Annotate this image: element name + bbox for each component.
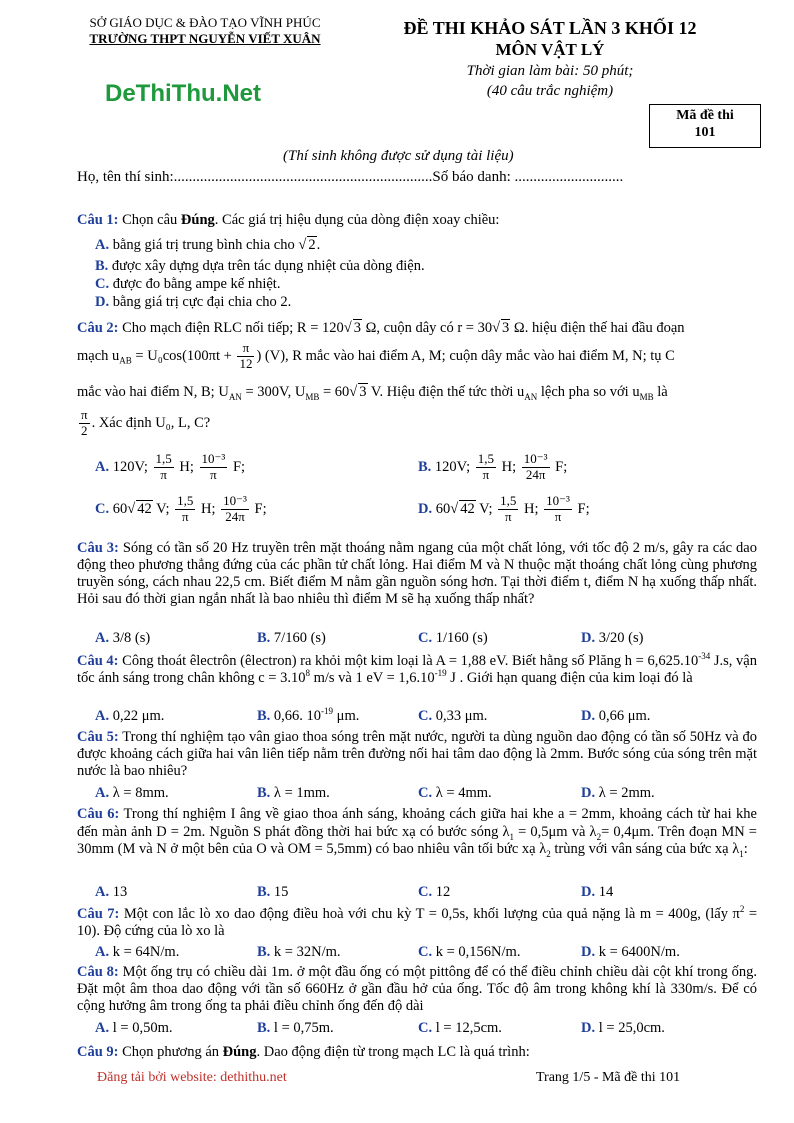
option-text: V; — [475, 500, 497, 517]
question-text: m/s và 1 eV = 1,6.10 — [309, 669, 435, 686]
question-label: Câu 3: — [77, 540, 119, 556]
option-label: C. — [418, 1020, 433, 1036]
q4-option-b — [257, 708, 359, 725]
question-text: = 0,5μm và λ — [513, 823, 597, 840]
question-text: là — [653, 384, 668, 400]
option-text: l = 25,0cm. — [595, 1020, 665, 1036]
option-text: μm. — [333, 708, 360, 724]
fraction-denominator: 24π — [225, 508, 245, 524]
question-text: = 10). Độ cứng của lò xo là — [77, 906, 757, 940]
q1-option-b — [95, 258, 425, 275]
option-label: D. — [581, 884, 596, 900]
fraction-denominator: π — [504, 508, 512, 524]
option-text: k = 64N/m. — [109, 944, 180, 960]
option-label: C. — [418, 708, 433, 724]
question-text: = 300V, U — [241, 384, 306, 400]
option-label: A. — [95, 785, 110, 801]
option-label: B. — [257, 785, 271, 801]
option-text: V; — [152, 500, 174, 517]
subscript: MB — [305, 391, 320, 402]
question-2-line-4 — [77, 408, 757, 439]
option-text: λ = 1mm. — [270, 785, 330, 801]
q4-option-a — [95, 708, 164, 725]
question-5 — [77, 729, 757, 780]
question-text: trùng với vân sáng của bức xạ λ — [550, 841, 740, 858]
fraction-numerator: 1,5 — [500, 493, 517, 508]
subscript: 1 — [739, 849, 744, 860]
question-text: Trong thí nghiệm tạo vân giao thoa sóng trên mặt nước, người ta dùng nguồn dao động có tần số 50Hz và đo được khoảng cách giữa hai vân liên tiếp nằm trên đường nối hai tâm dao động là 2mm. Bước sóng của sóng trên mặt nước là bao nhiêu? — [77, 729, 757, 779]
option-text: 3/20 (s) — [595, 630, 644, 646]
q7-option-a — [95, 944, 179, 961]
q8-option-c — [418, 1020, 502, 1037]
question-7 — [77, 906, 757, 941]
option-text: l = 0,50m. — [109, 1020, 173, 1036]
page-number: Trang 1/5 - Mã đề thi 101 — [536, 1070, 681, 1085]
q2-option-a — [95, 452, 245, 483]
notice: (Thí sinh không được sử dụng tài liệu) — [283, 148, 514, 164]
question-text: Chọn câu — [118, 212, 181, 228]
question-label: Câu 7: — [77, 906, 120, 922]
question-label: Câu 8: — [77, 964, 119, 980]
option-text: H; — [175, 458, 198, 475]
question-1 — [77, 212, 757, 229]
question-emphasis: Đúng — [180, 212, 215, 228]
option-label: D. — [581, 1020, 596, 1036]
option-label: B. — [257, 630, 271, 646]
question-text: V. Hiệu điện thế tức thời u — [367, 384, 525, 400]
subscript: AN — [228, 391, 242, 402]
fraction-numerator: π — [81, 407, 88, 422]
option-text: 0,33 μm. — [432, 708, 488, 724]
fraction — [522, 452, 550, 483]
question-label: Câu 6: — [77, 806, 120, 822]
question-text: Chọn phương án — [118, 1044, 223, 1060]
sqrt-value: 3 — [353, 320, 361, 336]
q7-option-d — [581, 944, 680, 961]
question-text: ) (V), R mắc vào hai điểm A, M; cuộn dây mắc vào hai điểm M, N; tụ C — [256, 347, 675, 364]
option-text: 120V; — [431, 458, 474, 475]
fraction — [200, 452, 228, 483]
exam-code-box — [649, 104, 761, 148]
q5-option-c — [418, 785, 492, 802]
option-label: C. — [418, 785, 433, 801]
option-text: 0,22 μm. — [109, 708, 165, 724]
option-text: H; — [197, 500, 220, 517]
fraction — [544, 494, 572, 525]
superscript: -34 — [698, 651, 711, 662]
option-label: C. — [418, 884, 433, 900]
option-text: 3/8 (s) — [109, 630, 151, 646]
question-text: Ω. hiệu điện thế hai đầu đoạn — [510, 320, 685, 336]
subscript: 1 — [509, 831, 514, 842]
option-text: F; — [573, 500, 590, 517]
option-text: 60 — [432, 500, 451, 517]
option-text: được xây dựng dựa trên tác dụng nhiệt của dòng điện. — [108, 258, 425, 274]
q6-option-b — [257, 884, 288, 901]
option-text: H; — [497, 458, 520, 475]
option-text: l = 0,75m. — [270, 1020, 334, 1036]
option-text: 14 — [595, 884, 614, 900]
superscript: -19 — [321, 706, 334, 717]
exam-title: ĐỀ THI KHẢO SÁT LẦN 3 KHỐI 12 — [403, 18, 697, 38]
fraction-numerator: 10⁻³ — [546, 493, 570, 508]
footer-website-link[interactable]: Đăng tải bởi website: dethithu.net — [97, 1070, 287, 1085]
sqrt-value: 42 — [137, 500, 152, 517]
question-label: Câu 2: — [77, 320, 119, 336]
name-line: Họ, tên thí sinh:..................................................................... — [77, 169, 433, 185]
fraction-numerator: 1,5 — [477, 451, 494, 466]
option-text: k = 0,156N/m. — [432, 944, 521, 960]
fraction-numerator: 1,5 — [155, 451, 172, 466]
fraction — [498, 494, 518, 525]
option-label: B. — [257, 884, 271, 900]
question-text: . Xác định U₀, L, C? — [91, 414, 211, 431]
q1-option-c — [95, 276, 280, 293]
option-label: A. — [95, 630, 110, 646]
fraction — [237, 341, 254, 372]
option-label: D. — [581, 944, 596, 960]
question-emphasis: Đúng — [222, 1044, 257, 1060]
question-2-line-3: mắc vào hai điểm N, B; $U_{AN} = 300V$, $U_{MB} = 60√$ 3 V. Hiệu điện thế tức thời $u_{AN}$ lệch pha so với $u_{MB}$ là — [77, 384, 668, 402]
fraction-denominator: π — [181, 508, 189, 524]
question-text: Công thoát êlectrôn (êlectron) ra khỏi một kim loại là A = 1,88 eV. Biết hằng số Plăng h = 6,625.10 — [118, 653, 699, 669]
question-text: Một ống trụ có chiều dài 1m. ở một đầu ống có một pittông để có thể điều chỉnh chiều dài cột khí trong ống. Đặt một âm thoa dao động với tần số 660Hz ở gần đầu hở của ống. Tốc độ âm trong không khí là 330m/s. Để có cộng hưởng âm trong ống ta phải điều chỉnh ống đến độ dài — [77, 964, 757, 1014]
option-text: l = 12,5cm. — [432, 1020, 502, 1036]
option-text: F; — [551, 458, 568, 475]
q8-option-d — [581, 1020, 665, 1037]
fraction — [221, 494, 249, 525]
option-label: B. — [418, 458, 432, 475]
option-text: k = 32N/m. — [270, 944, 341, 960]
q6-option-a — [95, 884, 127, 901]
q5-option-d — [581, 785, 655, 802]
q6-option-d — [581, 884, 613, 901]
q8-option-a — [95, 1020, 172, 1037]
fraction-numerator: 10⁻³ — [223, 493, 247, 508]
question-text: mắc vào hai điểm N, B; U — [77, 384, 229, 400]
sqrt-value: 3 — [502, 320, 510, 336]
option-text: λ = 4mm. — [432, 785, 492, 801]
question-text: Một con lắc lò xo dao động điều hoà với chu kỳ T = 0,5s, khối lượng của quả nặng là m = 400g, (lấy π — [119, 906, 740, 922]
q2-option-b — [418, 452, 567, 483]
question-text: lệch pha so với u — [537, 384, 640, 400]
question-count: (40 câu trắc nghiệm) — [486, 83, 614, 99]
exam-code-value: 101 — [694, 124, 716, 140]
question-text: = U₀cos(100πt + — [131, 347, 236, 364]
question-text: . Các giá trị hiệu dụng của dòng điện xoay chiều: — [214, 212, 500, 228]
question-text: : — [743, 841, 748, 858]
question-9 — [77, 1044, 757, 1061]
option-label: B. — [257, 1020, 271, 1036]
q2-option-d: D. 60√ 42 V; $\frac{1,5}{\pi}$ H; $\frac{\text{10⁻³}}{\pi}$ F; — [418, 493, 590, 524]
option-label: C. — [418, 944, 433, 960]
q3-option-b — [257, 630, 326, 647]
option-text: 15 — [270, 884, 289, 900]
question-label: Câu 9: — [77, 1044, 119, 1060]
question-text: Ω, cuộn dây có r = 30 — [361, 320, 493, 336]
fraction — [79, 408, 90, 439]
option-label: A. — [95, 884, 110, 900]
superscript: 2 — [739, 904, 745, 915]
school-name: TRƯỜNG THPT NGUYỄN VIẾT XUÂN — [89, 31, 321, 46]
id-line: Số báo danh: ............................. — [432, 169, 624, 185]
option-text: k = 6400N/m. — [595, 944, 680, 960]
fraction-denominator: π — [160, 466, 167, 482]
fraction-numerator: 10⁻³ — [523, 451, 548, 466]
option-label: D. — [581, 630, 596, 646]
q3-option-a — [95, 630, 150, 647]
question-text: Trong thí nghiệm I âng về giao thoa ánh sáng, khoảng cách giữa hai khe a = 2mm, khoảng cách từ hai khe đến màn ảnh D = 2m. Nguồn S phát đồng thời hai bức xạ có bước sóng λ — [77, 806, 757, 840]
option-label: D. — [418, 500, 433, 517]
option-label: B. — [257, 944, 271, 960]
q1-option-a: A. bằng giá trị trung bình chia cho √ 2. — [95, 237, 321, 253]
subscript: AB — [119, 355, 132, 366]
question-text: J . Giới hạn quang điện của kim loại đó là — [446, 669, 693, 686]
fraction-denominator: π — [210, 466, 217, 482]
option-text: được đo bằng ampe kế nhiệt. — [109, 276, 281, 292]
option-text: λ = 2mm. — [595, 785, 655, 801]
question-2-line-1: Câu 2: Cho mạch điện RLC nối tiếp; R = 120√ 3 Ω, cuộn dây có r = 30√ 3 Ω. hiệu điện thế hai đầu đoạn — [77, 320, 685, 336]
exam-time: Thời gian làm bài: 50 phút; — [466, 63, 634, 79]
option-label: C. — [418, 630, 433, 646]
fraction — [476, 452, 496, 483]
q3-option-d — [581, 630, 643, 647]
q3-option-c — [418, 630, 488, 647]
question-label: Câu 4: — [77, 653, 119, 669]
option-label: C. — [95, 276, 110, 292]
option-label: A. — [95, 458, 110, 475]
option-text: 7/160 (s) — [270, 630, 326, 646]
question-text: Cho mạch điện RLC nối tiếp; R = 120 — [118, 320, 344, 336]
fraction-numerator: 1,5 — [177, 493, 194, 508]
q8-option-b — [257, 1020, 334, 1037]
q5-option-b — [257, 785, 330, 802]
fraction-denominator: π — [554, 508, 562, 524]
subject-title: MÔN VẬT LÝ — [495, 40, 605, 59]
fraction-denominator: π — [482, 466, 490, 482]
question-text: mạch u — [77, 347, 120, 364]
q7-option-c — [418, 944, 520, 961]
q2-option-c: C. 60√ 42 V; $\frac{1,5}{\pi}$ H; $\frac{\text{10⁻³}}{24\pi}$ F; — [95, 493, 267, 524]
subscript: MB — [639, 391, 654, 402]
option-text: 0,66. 10 — [270, 708, 322, 724]
option-label: C. — [95, 500, 110, 517]
sqrt-value: 3 — [359, 384, 367, 400]
candidate-line — [77, 168, 623, 186]
option-text: F; — [229, 458, 246, 475]
option-text: 13 — [109, 884, 128, 900]
option-text: bằng giá trị trung bình chia cho — [109, 237, 299, 253]
question-text: = 0,4μm. Trên đoạn MN = 30mm (M và N ở một bên của O và OM = 5,5mm) có bao nhiêu vân tối bức xạ λ — [77, 823, 757, 858]
option-text: 60 — [109, 500, 128, 517]
watermark-logo: DeThiThu.Net — [105, 80, 261, 107]
q5-option-a — [95, 785, 169, 802]
option-label: B. — [257, 708, 271, 724]
option-label: A. — [95, 944, 110, 960]
superscript: 8 — [305, 668, 310, 679]
fraction-numerator: 10⁻³ — [201, 451, 226, 466]
exam-code-label: Mã đề thi — [676, 108, 734, 123]
option-text: . — [316, 237, 321, 253]
fraction — [175, 494, 195, 525]
question-6 — [77, 806, 757, 859]
fraction-denominator: 2 — [81, 422, 88, 438]
option-label: B. — [95, 258, 109, 274]
q7-option-b — [257, 944, 341, 961]
question-text: . Dao động điện từ trong mạch LC là quá trình: — [256, 1044, 530, 1060]
sqrt-value: 42 — [460, 500, 475, 517]
subscript: 2 — [596, 831, 602, 842]
question-text: = 60 — [319, 384, 350, 400]
q1-option-d — [95, 294, 291, 311]
option-label: D. — [95, 294, 110, 310]
option-text: F; — [250, 500, 267, 517]
question-text: Sóng có tần số 20 Hz truyền trên mặt thoáng nằm ngang của một chất lỏng, với tốc độ 2 m/s, gây ra các dao động theo phương thẳng đứng của các phần tử chất lỏng. Hai điểm M và N thuộc mặt thoáng chất lỏng cùng phương truyền sóng, cách nhau 22,5 cm. Biết điểm M nằm gần nguồn sóng hơn. Tại thời điểm t, điểm N hạ xuống thấp nhất. Hỏi sau đó thời gian ngắn nhất là bao nhiêu thì điểm M sẽ hạ xuống thấp nhất? — [77, 540, 757, 607]
question-label: Câu 5: — [77, 729, 119, 745]
department: SỞ GIÁO DỤC & ĐÀO TẠO VĨNH PHÚC — [89, 15, 321, 30]
option-text: 120V; — [109, 458, 152, 475]
option-text: bằng giá trị cực đại chia cho 2. — [109, 294, 292, 310]
option-label: A. — [95, 237, 110, 253]
option-text: 12 — [432, 884, 451, 900]
question-8 — [77, 964, 757, 1015]
fraction — [154, 452, 174, 483]
option-text: H; — [520, 500, 543, 517]
question-label: Câu 1: — [77, 212, 119, 228]
option-label: D. — [581, 708, 596, 724]
question-text: J.s, vận tốc ánh sáng trong chân không c = 3.10 — [77, 653, 757, 686]
fraction-denominator: 24π — [525, 466, 546, 482]
q4-option-d — [581, 708, 650, 725]
option-text: λ = 8mm. — [109, 785, 169, 801]
superscript: -19 — [434, 668, 447, 679]
question-3 — [77, 540, 757, 608]
option-text: 1/160 (s) — [432, 630, 488, 646]
question-2-line-2 — [77, 341, 757, 372]
option-label: A. — [95, 708, 110, 724]
option-label: D. — [581, 785, 596, 801]
question-4 — [77, 653, 757, 687]
sqrt-value: 2 — [308, 237, 316, 253]
option-text: 0,66 μm. — [595, 708, 651, 724]
subscript: AN — [524, 391, 538, 402]
option-label: A. — [95, 1020, 110, 1036]
fraction-denominator: 12 — [239, 355, 253, 371]
fraction-numerator: π — [237, 341, 254, 357]
q4-option-c — [418, 708, 487, 725]
q6-option-c — [418, 884, 450, 901]
subscript: 2 — [546, 849, 551, 860]
